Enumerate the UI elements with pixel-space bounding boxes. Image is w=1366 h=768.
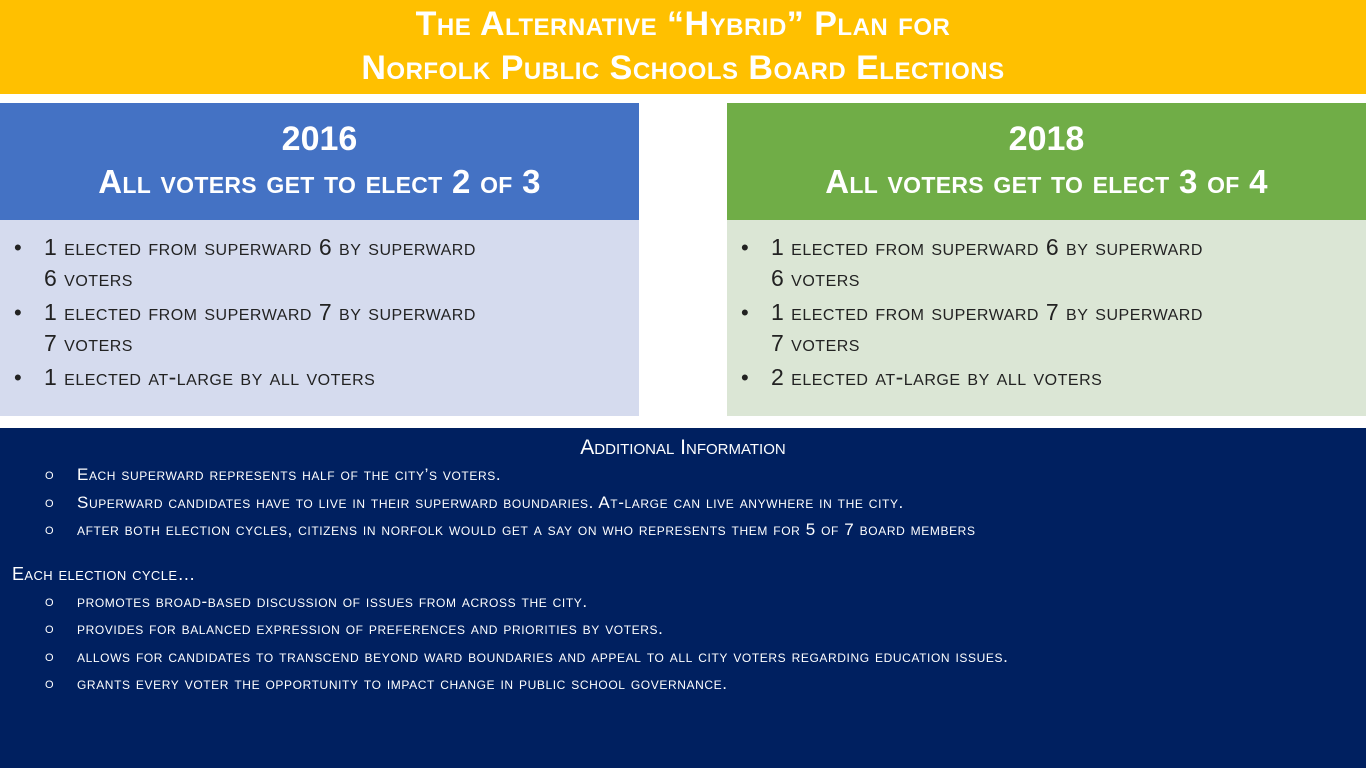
list-item-text: 1 elected at-large by all voters <box>44 364 376 390</box>
list-item <box>0 615 1366 643</box>
bullet-circle: o <box>45 675 55 692</box>
list-item <box>0 588 1366 616</box>
list-item <box>727 297 1366 359</box>
list-item <box>0 297 639 359</box>
panel-2018 <box>727 103 1366 416</box>
list-item <box>0 362 639 393</box>
bullet-dot: • <box>14 300 23 325</box>
list-item-text: 1 elected from superward 6 by superward 6 voters <box>771 234 1203 291</box>
list-item-text: 1 elected from superward 6 by superward 6 voters <box>44 234 476 291</box>
panel-2016-header <box>0 103 639 220</box>
additional-info-section <box>0 428 1366 768</box>
title-line-2: Norfolk Public Schools Board Elections <box>361 49 1005 87</box>
list-item <box>727 232 1366 294</box>
panel-2016-body <box>0 220 639 416</box>
panel-2016-year: 2016 <box>281 120 358 158</box>
bullet-dot: • <box>741 235 750 260</box>
bullet-circle: o <box>45 620 55 637</box>
list-item <box>0 670 1366 698</box>
bullet-dot: • <box>741 300 750 325</box>
list-item-text: after both election cycles, citizens in norfolk would get a say on who represents them for 5 of 7 board members <box>77 520 976 539</box>
list-item-text: allows for candidates to transcend beyond ward boundaries and appeal to all city voters regarding education issues. <box>77 646 1009 666</box>
list-item <box>0 516 1366 544</box>
list-item-text: 1 elected from superward 7 by superward 7 voters <box>44 299 476 356</box>
list-item-text: Superward candidates have to live in their superward boundaries. At-large can live anywhere in the city. <box>77 492 904 512</box>
bullet-circle: o <box>45 493 55 511</box>
list-item-text: 1 elected from superward 7 by superward 7 voters <box>771 299 1203 356</box>
list-item <box>0 461 1366 489</box>
panel-2018-body <box>727 220 1366 416</box>
panel-2018-list <box>727 232 1366 393</box>
panel-2018-subtitle: All voters get to elect 3 of 4 <box>825 163 1268 200</box>
panel-2018-year: 2018 <box>1008 120 1085 158</box>
panel-2016-subtitle: All voters get to elect 2 of 3 <box>98 163 541 200</box>
list-item <box>727 362 1366 393</box>
panel-2018-header <box>727 103 1366 220</box>
additional-info-title: Additional Information <box>580 436 786 459</box>
bullet-dot: • <box>14 365 23 390</box>
list-item-text: provides for balanced expression of preferences and priorities by voters. <box>77 619 664 638</box>
title-line-1: The Alternative “Hybrid” Plan for <box>415 5 951 43</box>
bullet-circle: o <box>45 647 55 665</box>
bullet-circle: o <box>45 592 55 610</box>
bullet-circle: o <box>45 521 55 538</box>
election-cycle-list <box>0 588 1366 698</box>
panel-2016 <box>0 103 639 416</box>
title-banner <box>0 0 1366 94</box>
list-item-text: grants every voter the opportunity to impact change in public school governance. <box>77 674 728 693</box>
list-item-text: 2 elected at-large by all voters <box>771 364 1103 390</box>
bullet-dot: • <box>741 365 750 390</box>
list-item <box>0 489 1366 517</box>
list-item <box>0 232 639 294</box>
bullet-circle: o <box>45 466 55 483</box>
list-item-text: Each superward represents half of the city’s voters. <box>77 465 502 484</box>
panel-2016-list <box>0 232 639 393</box>
additional-info-list <box>0 461 1366 544</box>
list-item <box>0 643 1366 671</box>
list-item-text: promotes broad-based discussion of issues from across the city. <box>77 591 588 611</box>
bullet-dot: • <box>14 235 23 260</box>
election-cycle-heading: Each election cycle… <box>12 563 196 584</box>
